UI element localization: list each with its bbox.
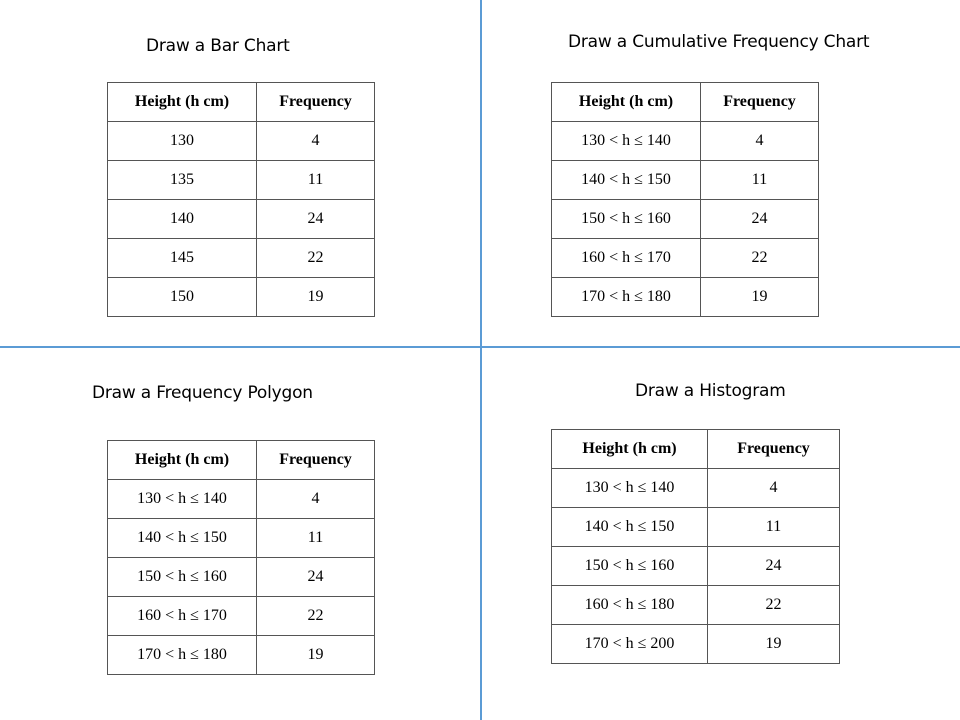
height-cell: 150 (108, 278, 257, 317)
frequency-cell: 4 (257, 480, 375, 519)
height-cell: 170 < h ≤ 180 (108, 636, 257, 675)
panel-title: Draw a Frequency Polygon (92, 383, 313, 403)
table-row (552, 122, 819, 161)
table-row (108, 161, 375, 200)
panel-title: Draw a Cumulative Frequency Chart (568, 32, 870, 52)
height-cell: 135 (108, 161, 257, 200)
table-row (108, 239, 375, 278)
height-cell: 160 < h ≤ 170 (552, 239, 701, 278)
frequency-table (107, 82, 375, 317)
panel-title: Draw a Bar Chart (146, 36, 290, 56)
height-cell: 145 (108, 239, 257, 278)
height-cell: 130 < h ≤ 140 (552, 469, 708, 508)
height-cell: 150 < h ≤ 160 (552, 200, 701, 239)
frequency-cell: 19 (708, 625, 840, 664)
table-row (552, 508, 840, 547)
table-row (108, 200, 375, 239)
table-header-row (552, 83, 819, 122)
height-cell: 150 < h ≤ 160 (552, 547, 708, 586)
vertical-divider (480, 0, 482, 720)
table-row (108, 122, 375, 161)
table-row (552, 278, 819, 317)
column-header-height: Height (h cm) (108, 83, 257, 122)
frequency-cell: 24 (257, 200, 375, 239)
frequency-cell: 19 (257, 636, 375, 675)
table-row (552, 239, 819, 278)
table-row (108, 480, 375, 519)
table-header-row (552, 430, 840, 469)
frequency-cell: 22 (257, 597, 375, 636)
table-row (108, 558, 375, 597)
frequency-cell: 11 (257, 161, 375, 200)
height-cell: 170 < h ≤ 180 (552, 278, 701, 317)
height-cell: 170 < h ≤ 200 (552, 625, 708, 664)
column-header-height: Height (h cm) (552, 430, 708, 469)
height-cell: 160 < h ≤ 180 (552, 586, 708, 625)
column-header-frequency: Frequency (257, 441, 375, 480)
frequency-cell: 24 (708, 547, 840, 586)
height-cell: 140 (108, 200, 257, 239)
frequency-cell: 11 (257, 519, 375, 558)
panel-title: Draw a Histogram (635, 381, 786, 401)
horizontal-divider (0, 346, 960, 348)
frequency-table (551, 82, 819, 317)
column-header-frequency: Frequency (701, 83, 819, 122)
table-header-row (108, 441, 375, 480)
height-cell: 160 < h ≤ 170 (108, 597, 257, 636)
table-row (108, 597, 375, 636)
table-row (108, 519, 375, 558)
frequency-cell: 4 (701, 122, 819, 161)
height-cell: 140 < h ≤ 150 (552, 161, 701, 200)
table-row (552, 547, 840, 586)
frequency-cell: 11 (708, 508, 840, 547)
frequency-cell: 24 (257, 558, 375, 597)
height-cell: 140 < h ≤ 150 (108, 519, 257, 558)
height-cell: 150 < h ≤ 160 (108, 558, 257, 597)
table-row (108, 278, 375, 317)
frequency-cell: 19 (257, 278, 375, 317)
table-row (552, 200, 819, 239)
frequency-cell: 22 (708, 586, 840, 625)
height-cell: 140 < h ≤ 150 (552, 508, 708, 547)
column-header-frequency: Frequency (708, 430, 840, 469)
frequency-cell: 22 (257, 239, 375, 278)
frequency-cell: 4 (708, 469, 840, 508)
table-row (552, 161, 819, 200)
height-cell: 130 < h ≤ 140 (108, 480, 257, 519)
frequency-cell: 24 (701, 200, 819, 239)
frequency-table (551, 429, 840, 664)
frequency-table (107, 440, 375, 675)
table-row (108, 636, 375, 675)
column-header-frequency: Frequency (257, 83, 375, 122)
column-header-height: Height (h cm) (552, 83, 701, 122)
column-header-height: Height (h cm) (108, 441, 257, 480)
frequency-cell: 11 (701, 161, 819, 200)
frequency-cell: 19 (701, 278, 819, 317)
table-header-row (108, 83, 375, 122)
height-cell: 130 (108, 122, 257, 161)
table-row (552, 625, 840, 664)
frequency-cell: 4 (257, 122, 375, 161)
table-row (552, 469, 840, 508)
height-cell: 130 < h ≤ 140 (552, 122, 701, 161)
table-row (552, 586, 840, 625)
frequency-cell: 22 (701, 239, 819, 278)
